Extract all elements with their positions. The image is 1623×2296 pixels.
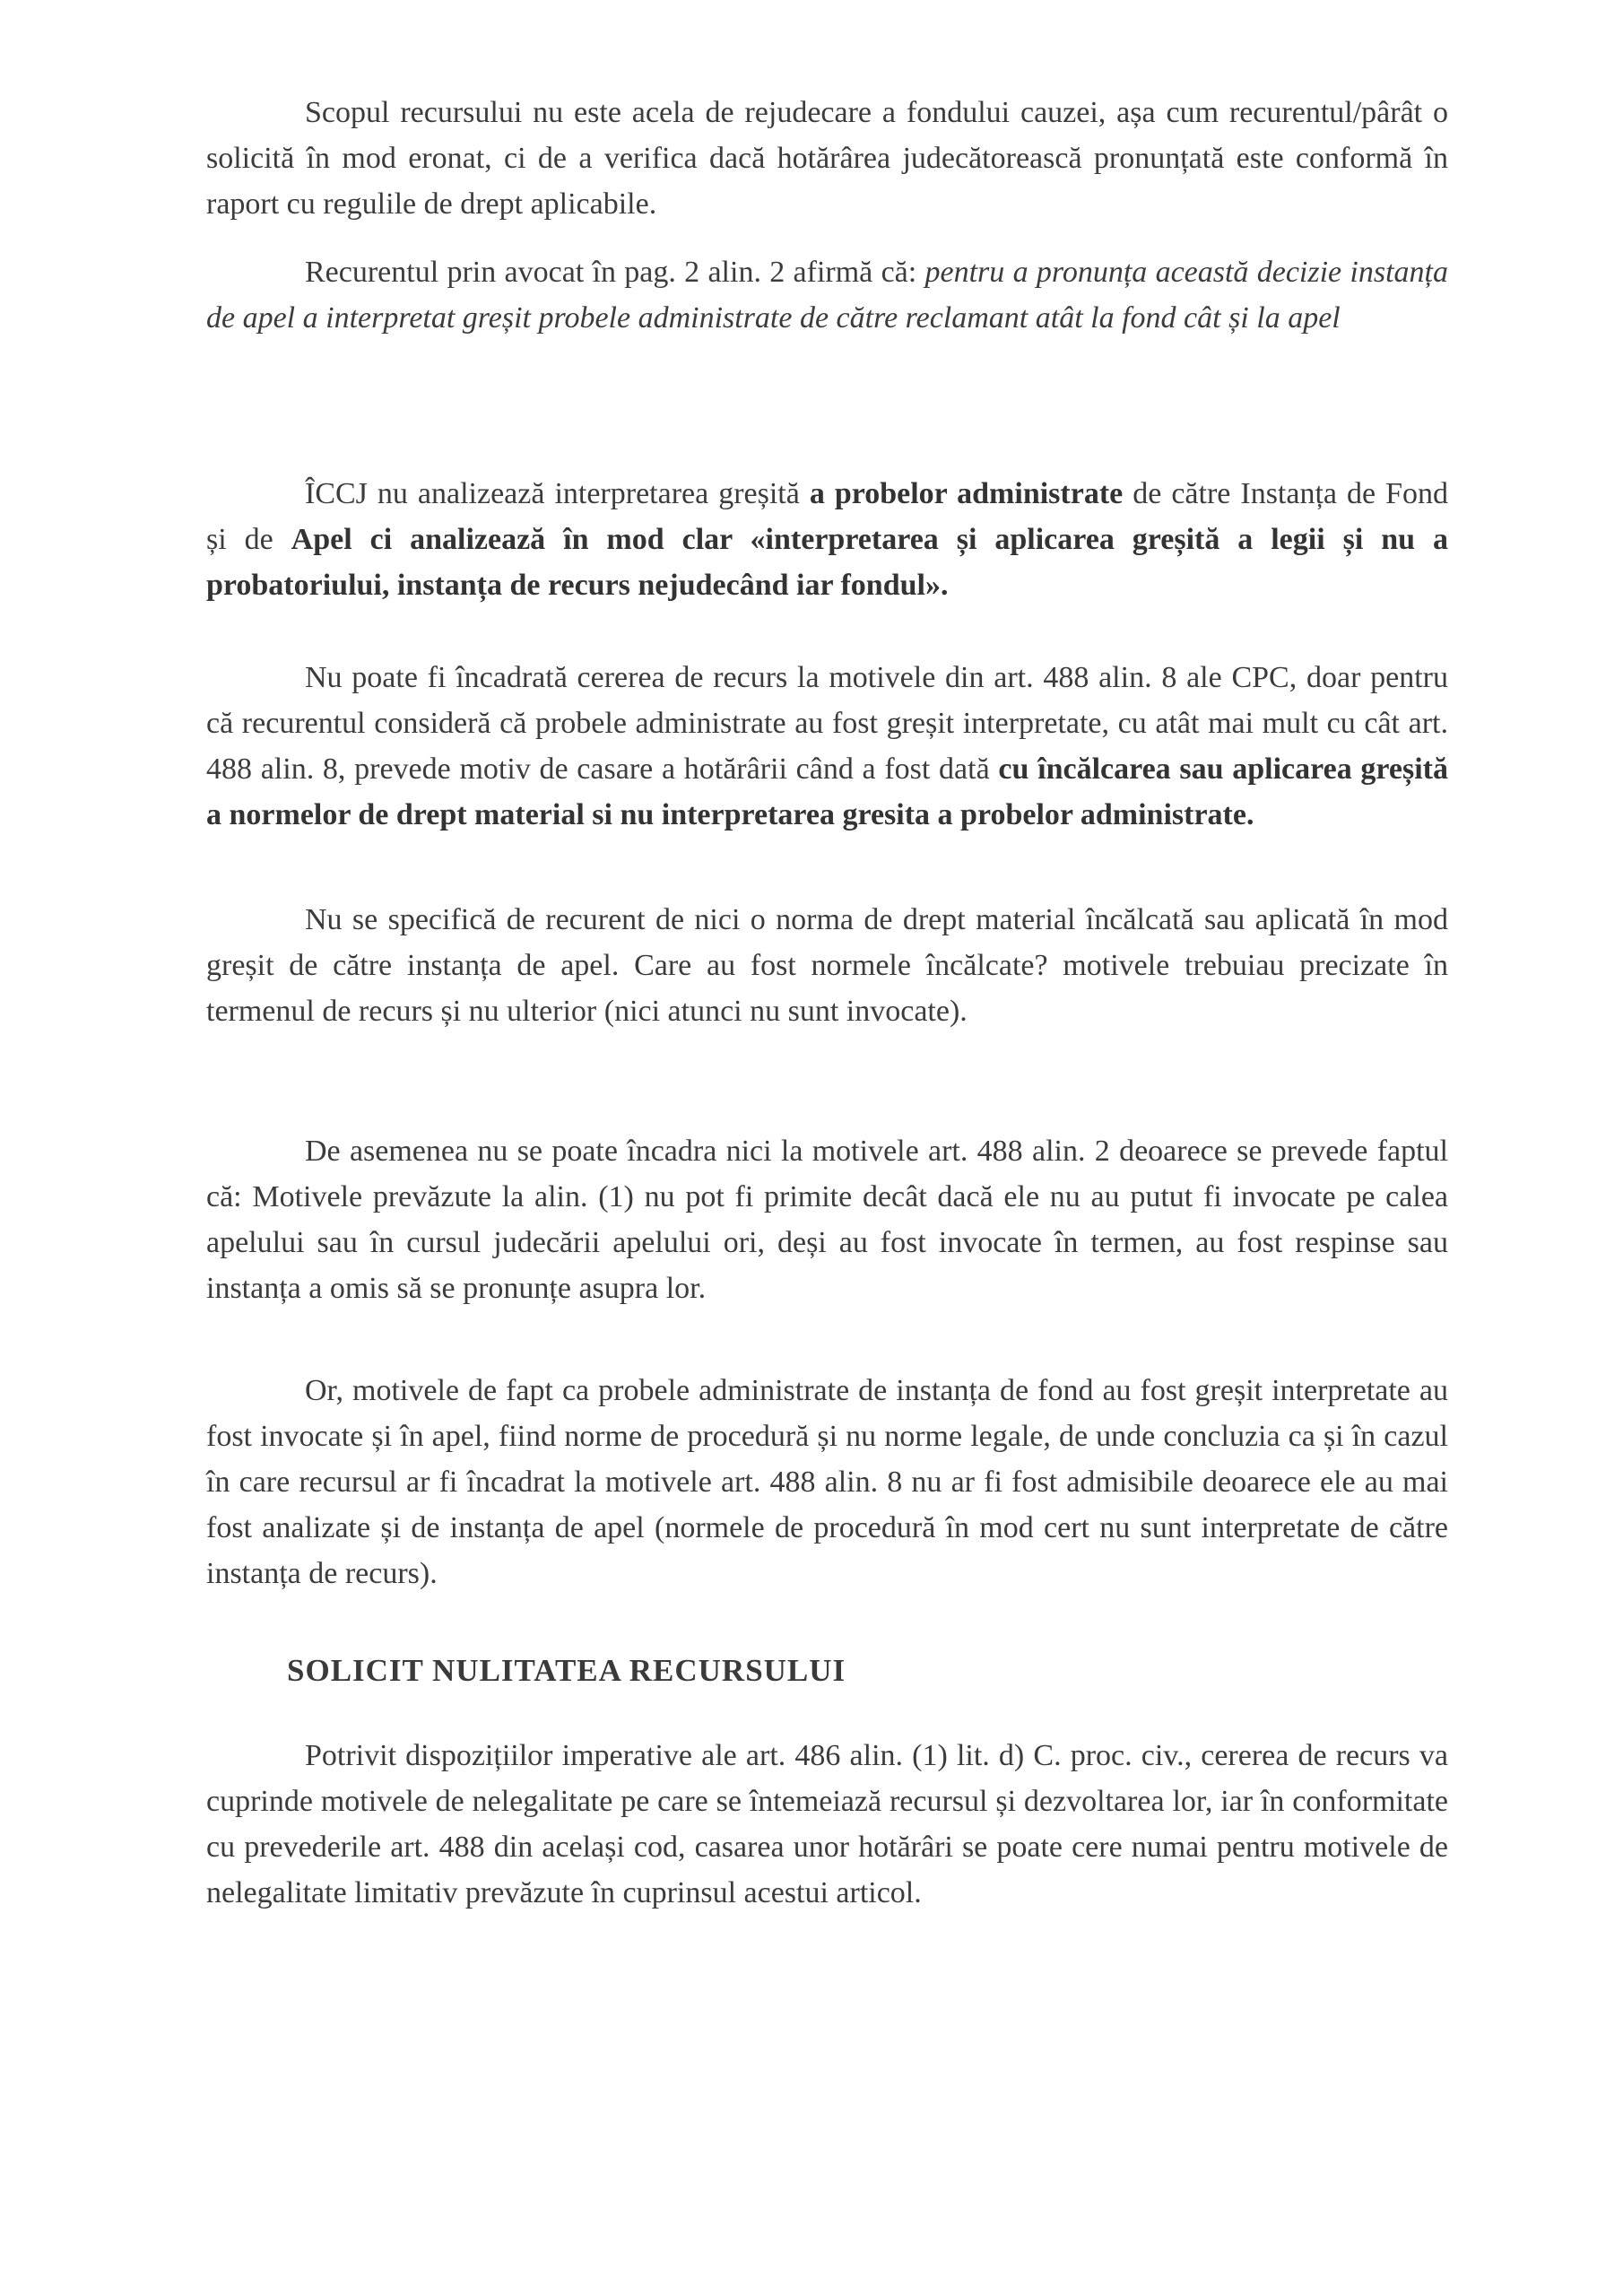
paragraph-conclusion (206, 1368, 1448, 1596)
iccj-text-c: de către Instanța de Fond și de (206, 477, 1448, 556)
iccj-text-a: ÎCCJ nu analizează interpretarea greșită (305, 477, 810, 510)
conclusion-text: Or, motivele de fapt ca probele administrate de instanța de fond au fost greșit interpretate au fost invocate și în apel, fiind norme de procedură și nu norme legale, de unde concluzia ca și în cazul în care recursul ar fi încadrat la motivele art. 488 alin. 8 nu ar fi fost admisibile deoarece ele au mai fost analizate și de instanța de apel (normele de procedură în mod cert nu sunt interpretate de către instanța de recurs). (206, 1374, 1448, 1590)
paragraph-no-norm (206, 897, 1448, 1034)
paragraph-scope (206, 90, 1448, 227)
art488-text-b: cu încălcarea sau aplicarea greșită a normelor de drept material si nu interpretarea gresita a probelor administrate. (206, 752, 1448, 831)
paragraph-art-488-8 (206, 655, 1448, 838)
paragraph-art-488-2 (206, 1128, 1448, 1311)
nullity-text: Potrivit dispozițiilor imperative ale art. 486 alin. (1) lit. d) C. proc. civ., cererea de recurs va cuprinde motivele de nelegalitate pe care se întemeiază recursul și dezvoltarea lor, iar în conformitate cu prevederile art. 488 din același cod, casarea unor hotărâri se poate cere numai pentru motivele de nelegalitate limitativ prevăzute în cuprinsul acestui articol. (206, 1739, 1448, 1909)
paragraph-scope-text: Scopul recursului nu este acela de rejudecare a fondului cauzei, așa cum recurentul/pârât o solicită în mod eronat, ci de a verifica dacă hotărârea judecătorească pronunțată este conformă în raport cu regulile de drept aplicabile. (206, 96, 1448, 221)
paragraph-nullity (206, 1733, 1448, 1916)
claim-intro: Recurentul prin avocat în pag. 2 alin. 2 afirmă că: (305, 256, 925, 289)
claim-quote: pentru a pronunța această decizie instanța de apel a interpretat greșit probele administrate de către reclamant atât la fond cât și la apel (206, 256, 1448, 335)
iccj-text-b: a probelor administrate (809, 477, 1124, 510)
no-norm-text: Nu se specifică de recurent de nici o norma de drept material încălcată sau aplicată în mod greșit de către instanța de apel. Care au fost normele încălcate? motivele trebuiau precizate în termenul de recurs și nu ulterior (nici atunci nu sunt invocate). (206, 903, 1448, 1028)
paragraph-iccj (206, 471, 1448, 608)
art488-text-a: Nu poate fi încadrată cererea de recurs la motivele din art. 488 alin. 8 ale CPC, doar pentru că recurentul consideră că probele administrate au fost greșit interpretate, cu atât mai mult cu cât art. 488 alin. 8, prevede motiv de casare a hotărârii când a fost dată (206, 661, 1448, 786)
art488-2-text: De asemenea nu se poate încadra nici la motivele art. 488 alin. 2 deoarece se prevede faptul că: Motivele prevăzute la alin. (1) nu pot fi primite decât dacă ele nu au putut fi invocate pe calea apelului sau în cursul judecării apelului ori, deși au fost invocate în termen, au fost respinse sau instanța a omis să se pronunțe asupra lor. (206, 1135, 1448, 1305)
paragraph-appellant-claim (206, 249, 1448, 341)
section-heading: SOLICIT NULITATEA RECURSULUI (287, 1653, 846, 1688)
iccj-text-d: Apel ci analizează în mod clar «interpretarea și aplicarea greșită a legii și nu a probatoriului, instanța de recurs nejudecând iar fondul». (206, 523, 1448, 602)
